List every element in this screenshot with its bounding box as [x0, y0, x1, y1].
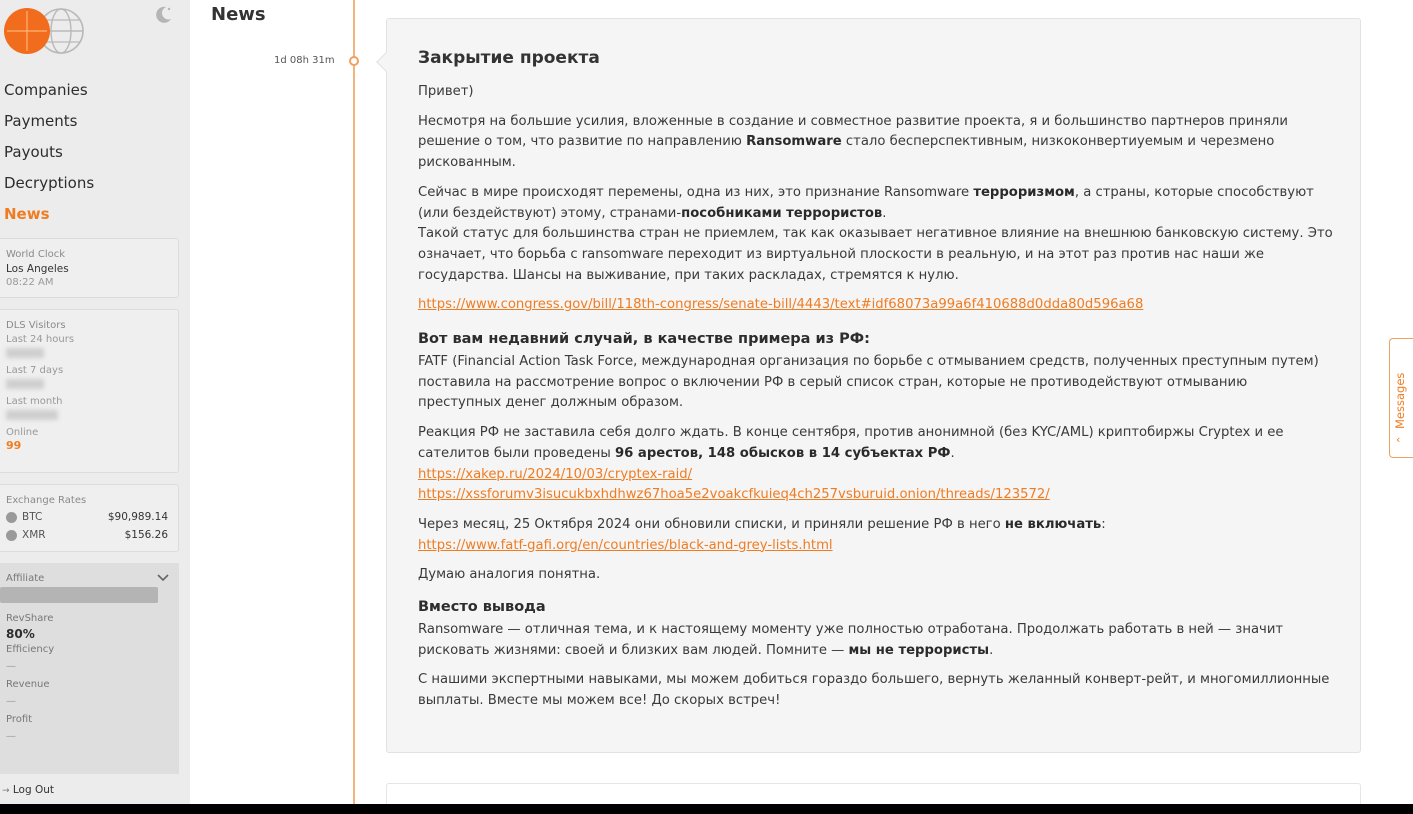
moon-icon[interactable]	[152, 4, 174, 26]
affiliate-header[interactable]	[6, 573, 179, 584]
profit-label: Profit	[6, 714, 33, 725]
nav-item-payments[interactable]: Payments	[4, 112, 78, 130]
revenue-label: Revenue	[6, 679, 50, 690]
efficiency-value: —	[6, 661, 16, 672]
post-timestamp: 1d 08h 31m	[274, 55, 335, 66]
logout-arrow-icon: →	[2, 786, 10, 796]
post-title: Закрытие проекта	[418, 48, 600, 68]
revshare-label: RevShare	[6, 613, 54, 624]
logout-button[interactable]	[2, 784, 54, 796]
link-congress-bill[interactable]: https://www.congress.gov/bill/118th-congress/senate-bill/4443/text#idf68073a99a6f410688d0dda80d596a68	[418, 297, 1144, 313]
world-clock-time: 08:22 AM	[6, 277, 54, 288]
exchange-rates-label: Exchange Rates	[6, 495, 87, 506]
logo-globe-icon[interactable]	[3, 7, 85, 55]
post-paragraph-8: С нашими экспертными навыками, мы можем добиться гораздо большего, вернуть желанный конверт-рейт, и многомиллионные выплаты. Вместе мы можем все! До скорых встреч!	[418, 672, 1330, 709]
dls-last7-label: Last 7 days	[6, 365, 64, 376]
link-xakep-article[interactable]: https://xakep.ru/2024/10/03/cryptex-raid/	[418, 466, 693, 482]
revshare-value: 80%	[6, 627, 35, 641]
main-nav	[4, 79, 94, 234]
dls-visitors-label: DLS Visitors	[6, 320, 66, 331]
chevron-left-icon: ‹	[1396, 433, 1401, 446]
revenue-value: —	[6, 696, 16, 707]
sidebar	[0, 0, 190, 804]
post-heading-case: Вот вам недавний случай, в качестве примера из РФ:	[418, 331, 870, 348]
btc-coin-icon	[6, 512, 17, 523]
nav-item-payouts[interactable]: Payouts	[4, 143, 63, 161]
screen-bottom-edge	[0, 804, 1413, 814]
timeline-line	[353, 0, 355, 804]
messages-tab[interactable]	[1389, 338, 1413, 458]
post-paragraph-1: Несмотря на большие усилия, вложенные в создание и совместное развитие проекта, я и большинство партнеров приняли решение о том, что развитие по направлению Ransomware стало бесперспективным, низкоконвертиуемым и черезмено рискованным.	[418, 113, 1288, 171]
post-paragraph-2: Сейчас в мире происходят перемены, одна из них, это признание Ransomware терроризмом, а страны, которые способствуют (или бездействуют) этому, странами-пособниками террористов.	[418, 184, 1314, 221]
link-fatf-lists[interactable]: https://www.fatf-gafi.org/en/countries/black-and-grey-lists.html	[418, 537, 833, 553]
post-paragraph-7: Ransomware — отличная тема, и к настоящему моменту уже полностью отработана. Продолжать работать в ней — значит рисковать жизнями: своей и близких вам людей. Помните — мы не террористы.	[418, 622, 1284, 658]
xmr-label: XMR	[22, 529, 46, 541]
affiliate-redacted-bar	[0, 587, 158, 603]
post-paragraph-6: Думаю аналогия понятна.	[418, 567, 601, 583]
dls-lastmonth-label: Last month	[6, 396, 63, 407]
timeline-dot	[349, 56, 359, 66]
affiliate-label: Affiliate	[6, 573, 45, 584]
xmr-rate-row	[6, 526, 178, 544]
page-title: News	[211, 4, 266, 25]
post-paragraph-2b: Такой статус для большинства стран не приемлем, так как оказывает негативное влияние на внешнюю банковскую систему. Это означает, что борьба с ransomware переходит из виртуальной плоскости в реальную, и на этот раз против нас наши же государства. Шансы на выживание, при таких раскладах, стремятся к нулю.	[418, 226, 1333, 283]
btc-rate-row	[6, 508, 178, 526]
xmr-coin-icon	[6, 530, 17, 541]
link-xss-forum-thread[interactable]: https://xssforumv3isucukbxhdhwz67hoa5e2voakcfkuieq4ch257vsburuid.onion/threads/123572/	[418, 487, 1050, 503]
post-heading-conclusion: Вместо вывода	[418, 599, 546, 616]
world-clock-card	[0, 238, 179, 298]
chevron-down-icon[interactable]	[157, 573, 169, 583]
dls-last24-value-blurred	[6, 348, 44, 358]
post-paragraph-3: FATF (Financial Action Task Force, международная организация по борьбе с отмыванием средств, полученных преступным путем) поставила на рассмотрение вопрос о включении РФ в серый список стран, которые не противодействуют отмыванию преступных денег должным образом.	[418, 354, 1319, 411]
efficiency-label: Efficiency	[6, 644, 55, 655]
nav-item-companies[interactable]: Companies	[4, 81, 88, 99]
post-greeting: Привет)	[418, 84, 474, 99]
nav-item-news[interactable]: News	[4, 205, 50, 223]
profit-value: —	[6, 731, 16, 742]
btc-label: BTC	[22, 511, 43, 523]
nav-item-decryptions[interactable]: Decryptions	[4, 174, 95, 192]
affiliate-panel	[0, 563, 179, 774]
dls-lastmonth-value-blurred	[6, 410, 58, 420]
xmr-value: $156.26	[124, 529, 168, 541]
dls-online-value: 99	[6, 439, 22, 452]
post-paragraph-5: Через месяц, 25 Октября 2024 они обновили списки, и приняли решение РФ в него не включать:	[418, 516, 1106, 532]
dls-last24-label: Last 24 hours	[6, 334, 75, 345]
logout-label: Log Out	[12, 784, 55, 796]
world-clock-city: Los Angeles	[6, 263, 69, 275]
exchange-rates-card	[0, 484, 179, 552]
post-paragraph-4: Реакция РФ не заставила себя долго ждать. В конце сентября, против анонимной (без KYC/AML) криптобиржы Cryptex и ее сателитов были проведены 96 арестов, 148 обысков в 14 субъектах РФ.	[418, 425, 1284, 461]
dls-last7-value-blurred	[6, 379, 44, 389]
world-clock-label: World Clock	[6, 249, 66, 260]
news-post	[386, 18, 1361, 753]
messages-tab-label: Messages	[1393, 372, 1407, 429]
dls-online-label: Online	[6, 427, 39, 438]
dls-visitors-card	[0, 309, 179, 473]
post-pointer	[376, 52, 396, 72]
btc-value: $90,989.14	[107, 511, 168, 523]
